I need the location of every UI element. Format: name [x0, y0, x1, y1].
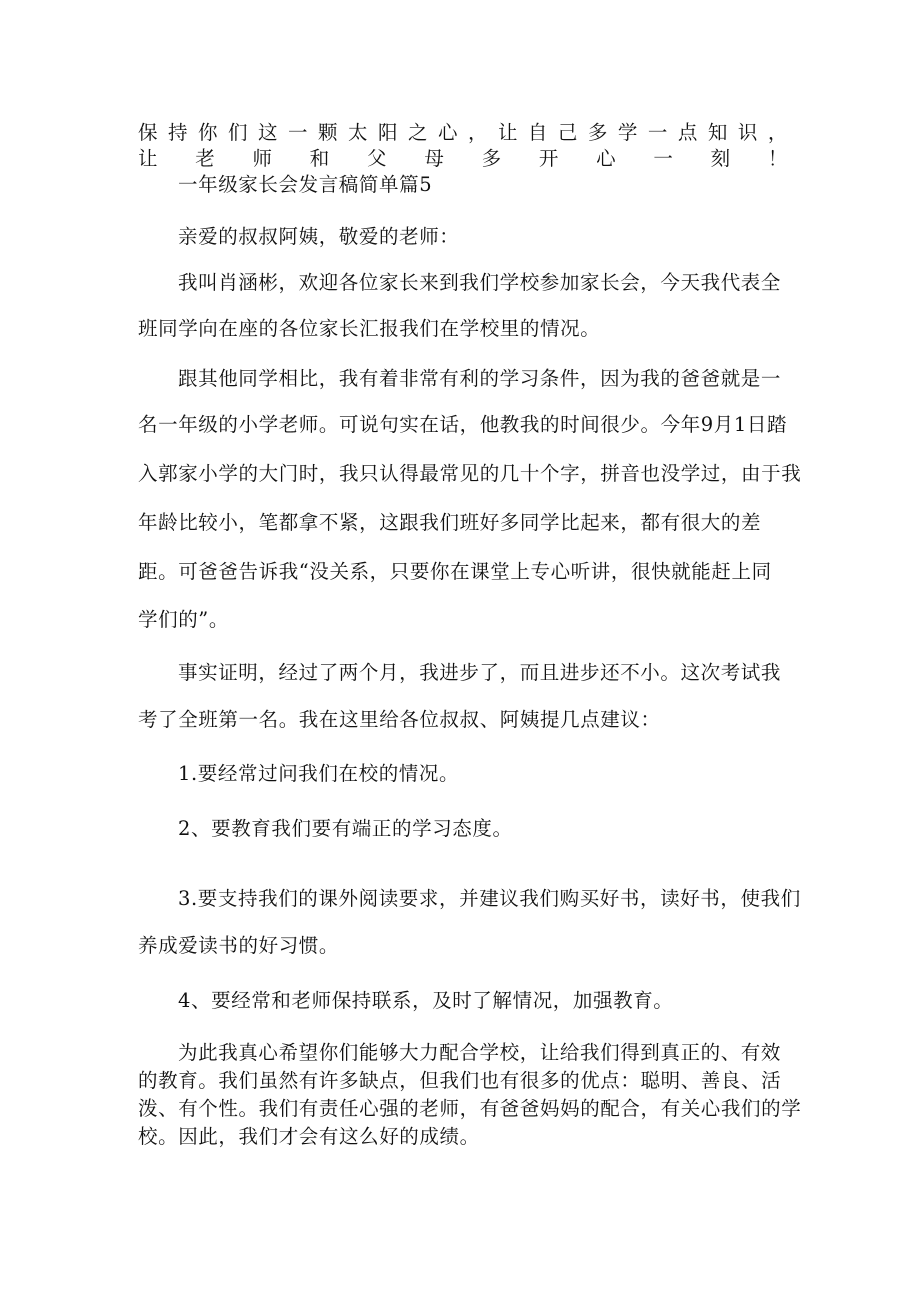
paragraph-3-line-2: 考了全班第一名。我在这里给各位叔叔、阿姨提几点建议： [138, 708, 661, 731]
paragraph-4-line-2: 的教育。我们虽然有许多缺点，但我们也有很多的优点：聪明、善良、活 [138, 1069, 782, 1092]
section-heading: 一年级家长会发言稿简单篇5 [178, 173, 433, 196]
suggestion-3-line-1: 3.要支持我们的课外阅读要求，并建议我们购买好书，读好书，使我们 [178, 887, 801, 910]
paragraph-1-line-2: 班同学向在座的各位家长汇报我们在学校里的情况。 [138, 317, 601, 340]
paragraph-2-line-5: 距。可爸爸告诉我“没关系，只要你在课堂上专心听讲，很快就能赶上同 [138, 560, 772, 583]
paragraph-1-line-1: 我叫肖涵彬，欢迎各位家长来到我们学校参加家长会，今天我代表全 [178, 271, 782, 294]
suggestion-2: 2、要教育我们要有端正的学习态度。 [178, 817, 513, 840]
text-line-closing: 保持你们这一颗太阳之心，让自己多学一点知识，让老师和父母多开心一刻！ [138, 121, 788, 170]
paragraph-2-line-3: 入郭家小学的大门时，我只认得最常见的几十个字，拼音也没学过，由于我 [138, 462, 802, 485]
suggestion-4: 4、要经常和老师保持联系，及时了解情况，加强教育。 [178, 989, 674, 1012]
salutation: 亲爱的叔叔阿姨，敬爱的老师： [178, 225, 460, 248]
paragraph-4-line-4: 校。因此，我们才会有这么好的成绩。 [138, 1125, 480, 1148]
paragraph-4-line-3: 泼、有个性。我们有责任心强的老师，有爸爸妈妈的配合，有关心我们的学 [138, 1097, 802, 1120]
paragraph-2-line-1: 跟其他同学相比，我有着非常有利的学习条件，因为我的爸爸就是一 [178, 367, 782, 390]
paragraph-2-line-4: 年龄比较小，笔都拿不紧，这跟我们班好多同学比起来，都有很大的差 [138, 511, 762, 534]
suggestion-1: 1.要经常过问我们在校的情况。 [178, 762, 460, 785]
paragraph-2-line-6: 学们的”。 [138, 608, 229, 631]
suggestion-3-line-2: 养成爱读书的好习惯。 [138, 934, 340, 957]
paragraph-3-line-1: 事实证明，经过了两个月，我进步了，而且进步还不小。这次考试我 [178, 661, 782, 684]
paragraph-2-line-2: 名一年级的小学老师。可说句实在话，他教我的时间很少。今年9月1日踏 [138, 413, 788, 436]
paragraph-4-line-1: 为此我真心希望你们能够大力配合学校，让给我们得到真正的、有效 [178, 1041, 782, 1064]
